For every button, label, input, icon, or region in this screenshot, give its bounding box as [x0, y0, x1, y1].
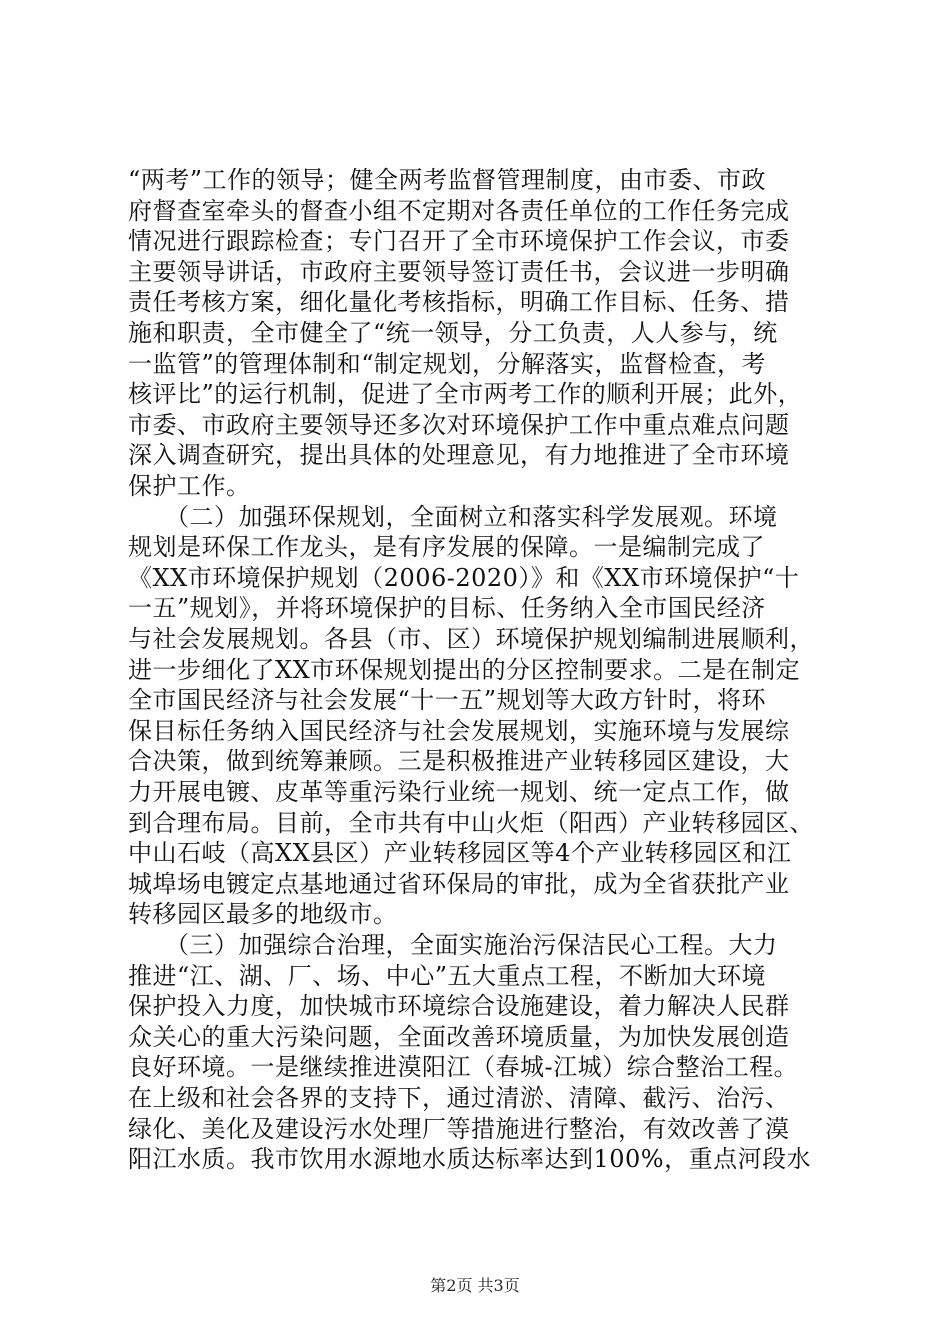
text-line: 规划是环保工作龙头，是有序发展的保障。一是编制完成了 — [128, 533, 765, 562]
page-footer: 第2页 共3页 — [430, 1276, 520, 1295]
text-line: 阳江水质。我市饮用水源地水质达标率达到100%，重点河段水 — [128, 1145, 812, 1174]
text-line: 绿化、美化及建设污水处理厂等措施进行整治，有效改善了漠 — [128, 1114, 790, 1143]
text-line: 进一步细化了XX市环保规划提出的分区控制要求。二是在制定 — [128, 655, 801, 684]
text-line: 责任考核方案，细化量化考核指标，明确工作目标、任务、措 — [128, 288, 790, 317]
text-line: “两考”工作的领导；健全两考监督管理制度，由市委、市政 — [128, 166, 767, 194]
text-line: 一监管”的管理体制和“制定规划，分解落实，监督检查，考 — [128, 349, 767, 378]
text-line: 良好环境。一是继续推进漠阳江（春城-江城）综合整治工程。 — [128, 1053, 799, 1082]
text-line: 保目标任务纳入国民经济与社会发展规划，实施环境与发展综 — [128, 716, 790, 745]
text-line: 一五”规划》，并将环境保护的目标、任务纳入全市国民经济 — [128, 594, 766, 623]
text-line: （二）加强环保规划，全面树立和落实科学发展观。环境 — [128, 502, 778, 531]
text-line: 《XX市环境保护规划（2006-2020）》和《XX市环境保护“十 — [128, 563, 800, 592]
text-line: 中山石岐（高XX县区）产业转移园区等4个产业转移园区和江 — [128, 839, 792, 868]
text-line: 保护工作。 — [128, 472, 251, 500]
text-line: 全市国民经济与社会发展“十一五”规划等大政方针时，将环 — [128, 686, 767, 715]
text-line: 施和职责，全市健全了“统一领导，分工负责，人人参与，统 — [128, 319, 778, 347]
text-line: 众关心的重大污染问题，全面改善环境质量，为加快发展创造 — [128, 1022, 790, 1051]
text-line: 合决策，做到统筹兼顾。三是积极推进产业转移园区建设，大 — [128, 747, 790, 776]
text-line: 在上级和社会各界的支持下，通过清淤、清障、截污、治污、 — [128, 1084, 790, 1112]
text-line: 核评比”的运行机制，促进了全市两考工作的顺利开展；此外， — [128, 380, 803, 409]
text-line: 深入调查研究，提出具体的处理意见，有力地推进了全市环境 — [128, 441, 790, 470]
text-line: 推进“江、湖、厂、场、中心”五大重点工程，不断加大环境 — [128, 961, 767, 990]
text-line: 与社会发展规划。各县（市、区）环境保护规划编制进展顺利， — [128, 625, 814, 653]
text-line: 主要领导讲话，市政府主要领导签订责任书，会议进一步明确 — [128, 257, 790, 286]
text-line: 府督查室牵头的督查小组不定期对各责任单位的工作任务完成 — [128, 196, 790, 225]
text-line: 情况进行跟踪检查；专门召开了全市环境保护工作会议，市委 — [128, 227, 790, 256]
text-line: 转移园区最多的地级市。 — [128, 900, 398, 929]
text-line: 力开展电镀、皮革等重污染行业统一规划、统一定点工作，做 — [128, 778, 790, 806]
text-line: 到合理布局。目前，全市共有中山火炬（阳西）产业转移园区、 — [128, 808, 814, 837]
text-line: （三）加强综合治理，全面实施治污保洁民心工程。大力 — [128, 931, 778, 959]
text-line: 市委、市政府主要领导还多次对环境保护工作中重点难点问题 — [128, 410, 790, 439]
text-line: 城埠场电镀定点基地通过省环保局的审批，成为全省获批产业 — [128, 869, 790, 898]
text-line: 保护投入力度，加快城市环境综合设施建设，着力解决人民群 — [128, 992, 790, 1021]
